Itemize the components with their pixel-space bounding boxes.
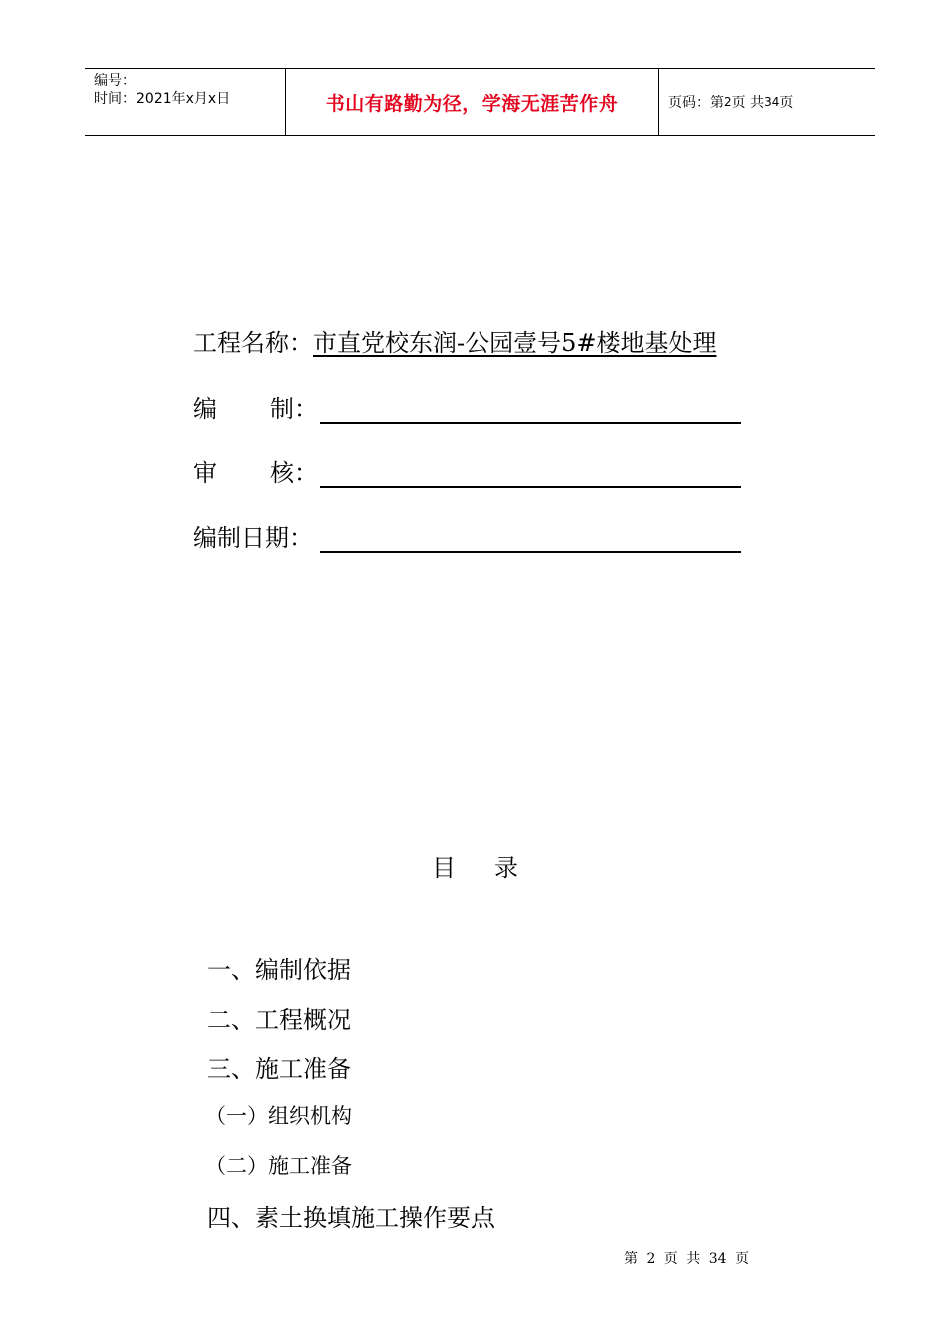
compiler-label-a: 编	[193, 395, 217, 423]
toc-item: 三、施工准备	[207, 1055, 351, 1083]
compiler-label-b: 制：	[270, 395, 318, 423]
compile-date-row	[193, 521, 741, 553]
page-total: 34	[764, 95, 780, 109]
reviewer-label	[193, 453, 318, 488]
page-mid: 页 共	[731, 95, 765, 111]
page-header	[85, 68, 875, 136]
project-name-value: 市直党校东润-公园壹号5#楼地基处理	[313, 329, 717, 357]
compile-date-blank-line	[320, 525, 741, 553]
compile-date-label: 编制日期：	[193, 524, 313, 552]
page-number: 2	[724, 95, 732, 109]
reviewer-label-b: 核：	[270, 459, 318, 487]
reviewer-label-a: 审	[193, 459, 217, 487]
compiler-row	[193, 392, 741, 424]
document-number-label: 编号：	[94, 73, 136, 89]
page-prefix: 页码：第	[668, 95, 724, 111]
compiler-label	[193, 389, 318, 424]
toc-item: （二）施工准备	[205, 1154, 352, 1178]
header-meta-cell	[85, 69, 286, 135]
toc-item: （一）组织机构	[205, 1104, 352, 1128]
page-suffix: 页	[779, 95, 794, 111]
reviewer-blank-line	[320, 460, 741, 488]
toc-title: 目录	[432, 854, 556, 882]
project-name-label: 工程名称：	[193, 329, 313, 357]
compiler-blank-line	[320, 396, 741, 424]
page-footer: 第 2 页 共 34 页	[624, 1251, 749, 1267]
header-motto: 书山有路勤为径，学海无涯苦作舟	[286, 69, 659, 135]
document-time-label: 时间：2021年x月x日	[94, 91, 231, 107]
toc-item: 二、工程概况	[207, 1006, 351, 1034]
toc-item: 四、素土换填施工操作要点	[207, 1204, 495, 1232]
header-page-info	[659, 69, 875, 135]
reviewer-row	[193, 456, 741, 488]
project-name-row	[193, 326, 717, 358]
toc-item: 一、编制依据	[207, 956, 351, 984]
